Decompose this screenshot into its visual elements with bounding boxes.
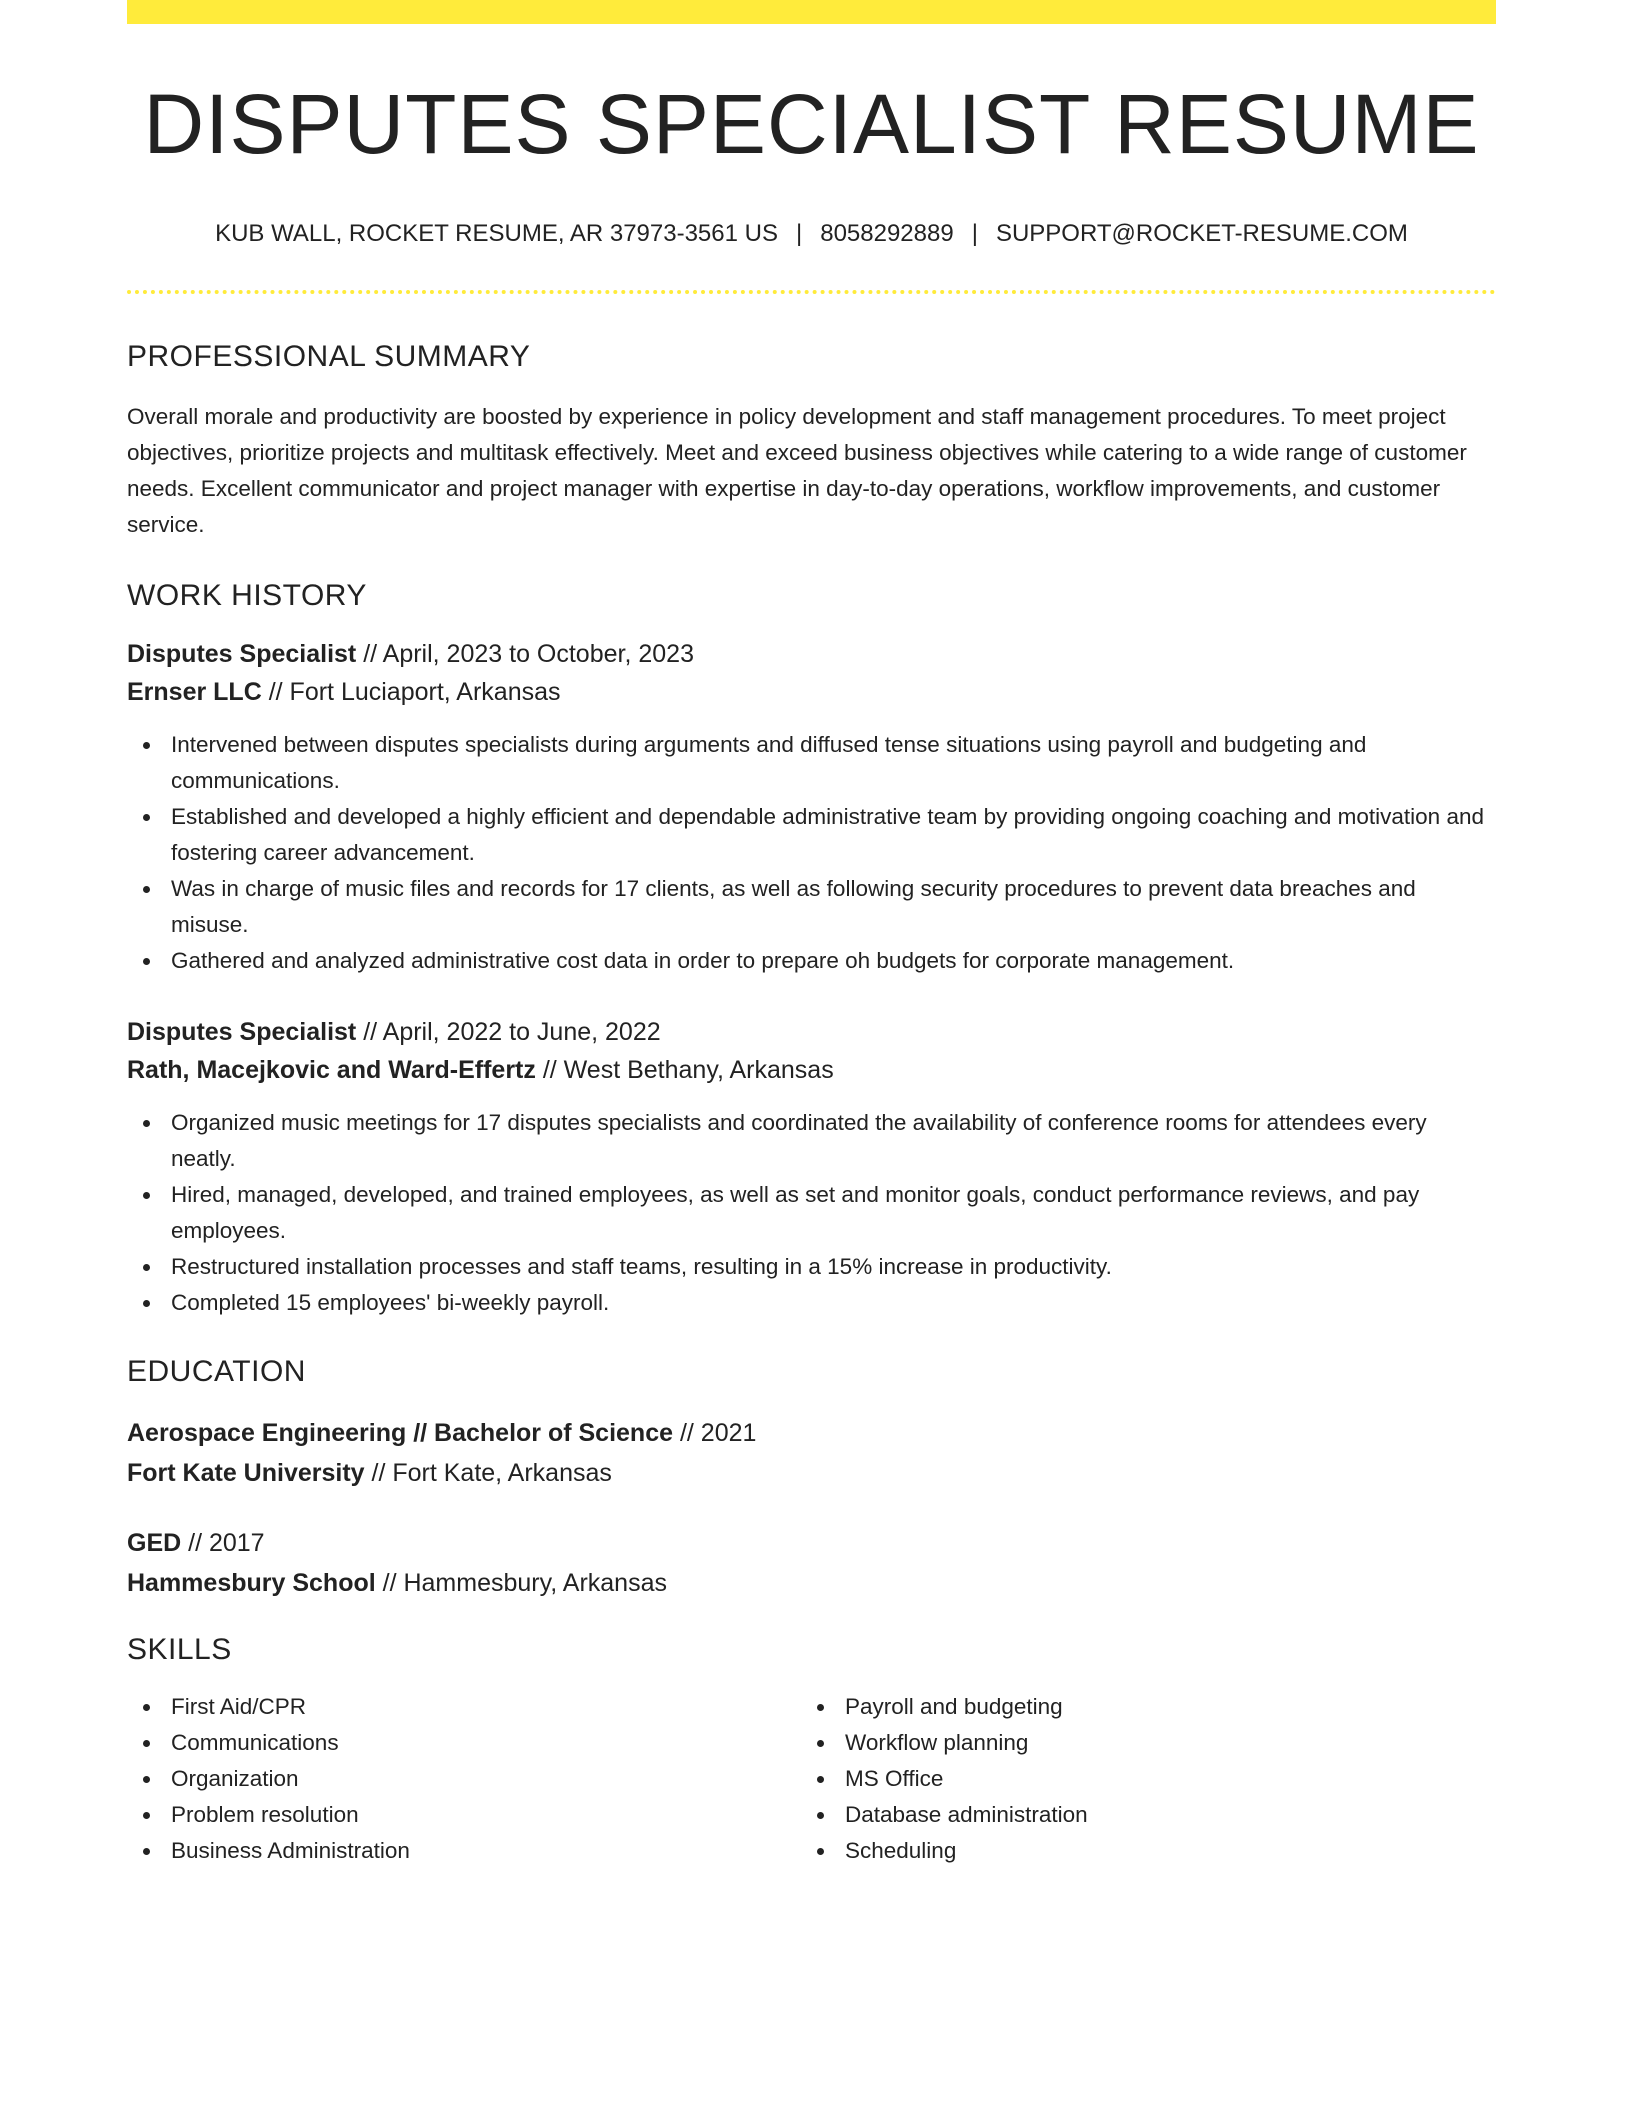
skills-list bbox=[801, 1689, 1475, 1869]
education-location: // Hammesbury, Arkansas bbox=[375, 1569, 667, 1597]
section-heading-work-history: WORK HISTORY bbox=[127, 579, 367, 612]
job-bullets bbox=[127, 727, 1496, 979]
dotted-divider bbox=[127, 290, 1496, 294]
list-item: Gathered and analyzed administrative cost data in order to prepare oh budgets for corporate management. bbox=[127, 943, 1496, 979]
contact-separator: | bbox=[971, 220, 978, 247]
skill-item: MS Office bbox=[801, 1761, 1475, 1797]
list-item: Intervened between disputes specialists during arguments and diffused tense situations using payroll and budgeting and communications. bbox=[127, 727, 1496, 799]
skill-item: Organization bbox=[127, 1761, 801, 1797]
education-degree-line bbox=[127, 1413, 1496, 1453]
education-degree-line bbox=[127, 1523, 1496, 1563]
contact-email: SUPPORT@ROCKET-RESUME.COM bbox=[995, 220, 1408, 247]
job-title: Disputes Specialist bbox=[127, 640, 357, 668]
skill-item: Problem resolution bbox=[127, 1797, 801, 1833]
job-location: // Fort Luciaport, Arkansas bbox=[261, 678, 561, 706]
education-year: // 2021 bbox=[673, 1419, 757, 1447]
job-company-line bbox=[127, 673, 1496, 711]
contact-line bbox=[127, 222, 1496, 246]
education-school: Hammesbury School bbox=[127, 1569, 376, 1597]
job-title-line bbox=[127, 1013, 1496, 1051]
education-year: // 2017 bbox=[181, 1529, 265, 1557]
job-company-line bbox=[127, 1051, 1496, 1089]
list-item: Established and developed a highly efficient and dependable administrative team by providing ongoing coaching and motivation and fostering career advancement. bbox=[127, 799, 1496, 871]
section-heading-education: EDUCATION bbox=[127, 1355, 306, 1388]
contact-separator: | bbox=[795, 220, 803, 247]
education-entry bbox=[127, 1413, 1496, 1493]
summary-text: Overall morale and productivity are boosted by experience in policy development and staff management procedures. To meet project objectives, prioritize projects and multitask effectively. Meet and exceed business objectives while catering to a wide range of customer needs. Excellent communicator and project manager with expertise in day-to-day operations, workflow improvements, and customer service. bbox=[127, 404, 1467, 537]
list-item: Hired, managed, developed, and trained employees, as well as set and monitor goals, conduct performance reviews, and pay employees. bbox=[127, 1177, 1496, 1249]
list-item: Completed 15 employees' bi-weekly payroll. bbox=[127, 1285, 1496, 1321]
skills-column-right bbox=[801, 1689, 1475, 1869]
page-title: DISPUTES SPECIALIST RESUME bbox=[143, 77, 1480, 171]
skill-item: First Aid/CPR bbox=[127, 1689, 801, 1725]
education-degree: GED bbox=[127, 1529, 182, 1557]
job-company: Rath, Macejkovic and Ward-Effertz bbox=[127, 1056, 536, 1084]
skill-item: Workflow planning bbox=[801, 1725, 1475, 1761]
education-location: // Fort Kate, Arkansas bbox=[364, 1459, 612, 1487]
job-location: // West Bethany, Arkansas bbox=[535, 1056, 834, 1084]
list-item: Organized music meetings for 17 disputes specialists and coordinated the availability of conference rooms for attendees every neatly. bbox=[127, 1105, 1496, 1177]
skill-item: Business Administration bbox=[127, 1833, 801, 1869]
section-heading-summary: PROFESSIONAL SUMMARY bbox=[127, 340, 531, 373]
list-item: Was in charge of music files and records for 17 clients, as well as following security procedures to prevent data breaches and misuse. bbox=[127, 871, 1496, 943]
list-item: Restructured installation processes and staff teams, resulting in a 15% increase in productivity. bbox=[127, 1249, 1496, 1285]
skill-item: Database administration bbox=[801, 1797, 1475, 1833]
skills-list bbox=[127, 1689, 801, 1869]
job-bullets bbox=[127, 1105, 1496, 1321]
job-dates: // April, 2023 to October, 2023 bbox=[356, 640, 694, 668]
job-entry bbox=[127, 1013, 1496, 1321]
skills-columns bbox=[127, 1689, 1496, 1869]
accent-bar bbox=[127, 0, 1496, 24]
education-school: Fort Kate University bbox=[127, 1459, 365, 1487]
skill-item: Communications bbox=[127, 1725, 801, 1761]
education-degree: Aerospace Engineering // Bachelor of Science bbox=[127, 1419, 674, 1447]
resume-page bbox=[127, 0, 1496, 1869]
contact-phone: 8058292889 bbox=[820, 220, 954, 247]
skill-item: Scheduling bbox=[801, 1833, 1475, 1869]
skill-item: Payroll and budgeting bbox=[801, 1689, 1475, 1725]
job-title: Disputes Specialist bbox=[127, 1018, 357, 1046]
job-dates: // April, 2022 to June, 2022 bbox=[356, 1018, 661, 1046]
section-heading-skills: SKILLS bbox=[127, 1633, 232, 1666]
contact-address: KUB WALL, ROCKET RESUME, AR 37973-3561 US bbox=[215, 220, 778, 247]
job-title-line bbox=[127, 635, 1496, 673]
skills-column-left bbox=[127, 1689, 801, 1869]
education-school-line bbox=[127, 1453, 1496, 1493]
education-entry bbox=[127, 1523, 1496, 1603]
education-school-line bbox=[127, 1563, 1496, 1603]
job-company: Ernser LLC bbox=[127, 678, 262, 706]
job-entry bbox=[127, 635, 1496, 979]
